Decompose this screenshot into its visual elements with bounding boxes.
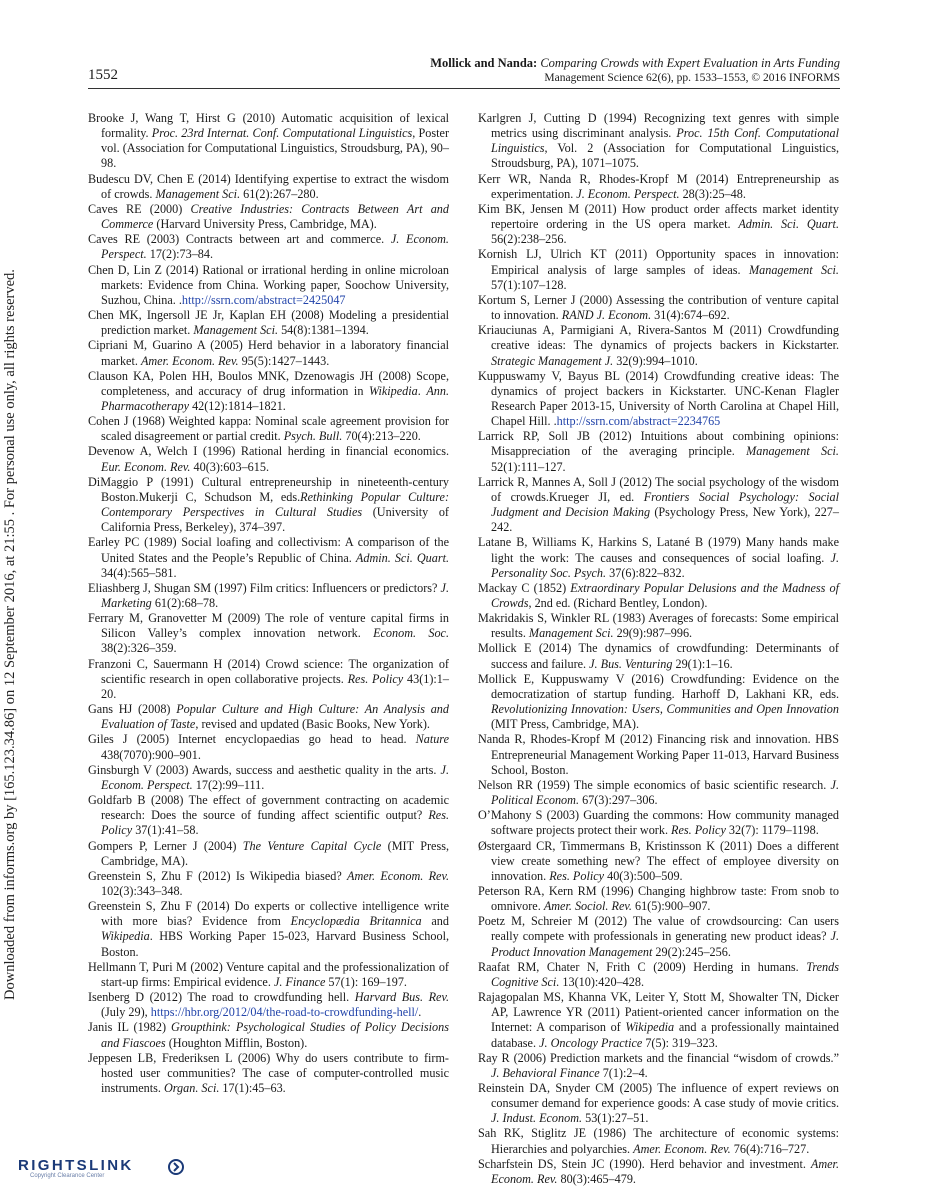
reference-text: 17(2):73–84. (146, 247, 214, 262)
reference-text: Karlgren J, Cutting D (1994) Recognizing text genres with simple metrics using discriminant analysis. (478, 111, 839, 141)
reference-entry (88, 990, 449, 1020)
reference-source: Management Sci. (155, 186, 241, 201)
reference-entry (478, 369, 839, 430)
reference-text: (Harvard University Press, Cambridge, MA). (153, 217, 377, 232)
reference-entry (478, 323, 839, 368)
reference-source: Encyclopædia Britannica (290, 914, 422, 929)
references-right-column (478, 111, 839, 1187)
reference-entry (88, 444, 449, 474)
reference-text: . (417, 383, 427, 398)
reference-text: . HBS Working Paper 15-023, Harvard Business School, Boston. (101, 929, 449, 959)
reference-text: Raafat RM, Chater N, Frith C (2009) Herding in humans. (478, 959, 807, 974)
reference-text: Rajagopalan MS, Khanna VK, Leiter Y, Stott M, Showalter TN, Dicker AP, Lawrence YR (2011) Patient-oriented cancer information on the Internet: A comparison of (478, 990, 839, 1035)
reference-text: 61(5):900–907. (631, 899, 711, 914)
reference-text: O’Mahony S (2003) Guarding the commons: How community managed software projects protect their work. (478, 808, 839, 838)
reference-entry (478, 808, 839, 838)
rightslink-wordmark: RIGHTSLINK (18, 1157, 134, 1174)
reference-source: Amer. Econom. Rev. (633, 1141, 731, 1156)
reference-entry (478, 581, 839, 611)
reference-source: Res. Policy (671, 823, 726, 838)
reference-text: 95(5):1427–1443. (238, 353, 330, 368)
reference-text: Ginsburgh V (2003) Awards, success and aesthetic quality in the arts. (88, 762, 441, 777)
reference-source: Ann. Pharmacotherapy (101, 383, 450, 413)
reference-entry (478, 1126, 839, 1156)
reference-text: Chen D, Lin Z (2014) Rational or irrational herding in online microloan markets: Evidence from China. Working paper, Soochow University, Suzhou, China. (88, 262, 449, 307)
reference-entry (478, 884, 839, 914)
reference-text: , revised and updated (Basic Books, New York). (195, 717, 430, 732)
reference-entry (88, 732, 449, 762)
reference-text: 80(3):465–479. (557, 1171, 636, 1186)
reference-source: Strategic Management J. (491, 353, 614, 368)
reference-text: Mollick E (2014) The dynamics of crowdfunding: Determinants of success and failure. (478, 641, 839, 671)
reference-text: 17(1):45–63. (219, 1081, 286, 1095)
running-head-title: Comparing Crowds with Expert Evaluation in Arts Funding (540, 56, 840, 70)
reference-text: (July 29), (101, 1005, 151, 1020)
reference-text: 56(2):238–256. (491, 232, 567, 247)
reference-text: 53(1):27–51. (582, 1111, 649, 1126)
reference-text: Gompers P, Lerner J (2004) (88, 838, 243, 853)
reference-source: J. Political Econom. (491, 777, 839, 808)
reference-source: J. Behavioral Finance (491, 1065, 600, 1080)
reference-entry (88, 763, 449, 793)
reference-source: Wikipedia (101, 929, 150, 944)
reference-text: and (421, 914, 449, 929)
reference-source: Revolutionizing Innovation: Users, Communities and Open Innovation (491, 702, 839, 717)
reference-source: Amer. Econom. Rev. (491, 1156, 839, 1186)
reference-source: Nature (415, 732, 449, 747)
reference-text: 102(3):343–348. (101, 883, 183, 898)
reference-source: Management Sci. (193, 323, 279, 338)
reference-entry (88, 414, 449, 444)
reference-source: Extraordinary Popular Delusions and the Madness of Crowds (491, 580, 839, 610)
reference-source: Eur. Econom. Rev. (101, 459, 191, 474)
reference-text: 17(2):99–111. (192, 777, 265, 792)
reference-text: DiMaggio P (1991) Cultural entrepreneurship in nineteenth-century Boston.Mukerji C, Schudson M, eds. (88, 474, 449, 504)
reference-text: 57(1):107–128. (491, 277, 567, 292)
reference-text: 38(2):326–359. (101, 641, 177, 656)
reference-text: Nelson RR (1959) The simple economics of basic scientific research. (478, 777, 831, 792)
reference-entry (88, 263, 449, 308)
reference-entry (478, 672, 839, 733)
reference-text: Kuppuswamy V, Bayus BL (2014) Crowdfunding creative ideas: The dynamics of project backers in Kickstarter. UNC-Kenan Flagler Research Paper 2013-15, University of North Carolina at Chapel Hill, Chapel Hill. (478, 368, 839, 429)
reference-text: 67(3):297–306. (579, 793, 658, 808)
reference-source: Trends Cognitive Sci. (491, 959, 839, 989)
reference-text: (University of California Press, Berkeley), 374–397. (101, 505, 449, 535)
reference-entry (88, 960, 449, 990)
reference-source: Admin. Sci. Quart. (355, 550, 450, 565)
rightslink-tagline: Copyright Clearance Center (30, 1173, 105, 1179)
reference-text: Larrick RP, Soll JB (2012) Intuitions about combining opinions: Misappreciation of the averaging principle. (478, 429, 839, 459)
reference-text: Poetz M, Schreier M (2012) The value of crowdsourcing: Can users really compete with professionals in generating new product ideas? (478, 914, 839, 944)
reference-entry (88, 657, 449, 702)
reference-source: J. Personality Soc. Psych. (491, 550, 839, 580)
reference-text: Earley PC (1989) Social loafing and collectivism: A comparison of the United States and the People’s Republic of China. (88, 535, 449, 565)
reference-entry (88, 369, 449, 414)
reference-text: 32(9):994–1010. (613, 353, 698, 368)
reference-text: Kortum S, Lerner J (2000) Assessing the contribution of venture capital to innovation. (478, 292, 839, 323)
reference-source: J. Indust. Econom. (491, 1111, 583, 1126)
reference-text: Jeppesen LB, Frederiksen L (2006) Why do users contribute to firm-hosted user communities? The case of computer-controlled music instruments. (88, 1050, 449, 1095)
reference-text: , 2nd ed. (Richard Bentley, London). (528, 596, 708, 610)
reference-entry (88, 172, 449, 202)
reference-text: Caves RE (2000) (88, 201, 191, 216)
reference-text: Greenstein S, Zhu F (2012) Is Wikipedia biased? (88, 868, 347, 883)
reference-text: and a professionally maintained database. (491, 1020, 839, 1050)
reference-text: Kerr WR, Nanda R, Rhodes-Kropf M (2014) Entrepreneurship as experimentation. (478, 171, 839, 201)
reference-text: Janis IL (1982) (88, 1020, 172, 1035)
reference-entry (478, 990, 839, 1051)
reference-text: Franzoni C, Sauermann H (2014) Crowd science: The organization of scientific research in open collaborative projects. (88, 656, 449, 686)
reference-entry (88, 611, 449, 656)
reference-entry (88, 475, 449, 536)
reference-text: 28(3):25–48. (679, 186, 746, 201)
reference-link[interactable]: http://ssrn.com/abstract=2234765 (556, 414, 721, 429)
reference-entry (478, 1081, 839, 1126)
running-head-journal: Management Science 62(6), pp. 1533–1553, © 2016 INFORMS (544, 72, 840, 84)
reference-text: (Houghton Mifflin, Boston). (165, 1035, 308, 1050)
reference-text: Mollick E, Kuppuswamy V (2016) Crowdfunding: Evidence on the democratization of startup funding. Harhoff D, Lakhani KR, eds. (478, 671, 839, 701)
reference-text: Mackay C (1852) (478, 580, 571, 595)
reference-source: Frontiers Social Psychology: Social Judgment and Decision Making (491, 489, 839, 520)
reference-source: Amer. Econom. Rev. (140, 353, 239, 368)
reference-entry (88, 338, 449, 368)
reference-text: 52(1):111–127. (491, 459, 566, 474)
reference-source: Creative Industries: Contracts Between Art and Commerce (101, 201, 449, 232)
reference-text: Kim BK, Jensen M (2011) How product order affects market identity repertoire ordering in the US opera market. (478, 201, 839, 232)
reference-text: 37(1):41–58. (132, 823, 199, 838)
reference-text: Giles J (2005) Internet encyclopaedias go head to head. (88, 732, 416, 747)
reference-source: J. Finance (273, 974, 326, 989)
reference-source: Res. Policy (101, 808, 449, 838)
reference-text: 32(7): 1179–1198. (725, 823, 819, 838)
reference-source: RAND J. Econom. (561, 308, 652, 323)
reference-text: Clauson KA, Polen HH, Boulos MNK, Dzenowagis JH (2008) Scope, completeness, and accuracy of drug information in (88, 368, 449, 398)
reference-text: 7(5): 319–323. (642, 1035, 718, 1050)
reference-text: Ray R (2006) Prediction markets and the financial “wisdom of crowds.” (478, 1050, 839, 1065)
reference-text: Devenow A, Welch I (1996) Rational herding in financial economics. (88, 444, 449, 459)
reference-text: 40(3):500–509. (604, 868, 683, 883)
reference-source: J. Econom. Perspect. (101, 762, 449, 792)
reference-entry (478, 202, 839, 247)
reference-source: J. Econom. Perspect. (101, 232, 449, 262)
reference-entry (478, 429, 839, 474)
reference-text: Eliashberg J, Shugan SM (1997) Film critics: Influencers or predictors? (88, 580, 441, 595)
reference-text: 43(1):1–20. (101, 671, 449, 701)
reference-entry (88, 793, 449, 838)
running-head-line-1 (430, 56, 840, 71)
reference-text: Hellmann T, Puri M (2002) Venture capital and the professionalization of start-up firms: Empirical evidence. (88, 959, 449, 989)
reference-text: Caves RE (2003) Contracts between art and commerce. (88, 232, 391, 247)
reference-source: Popular Culture and High Culture: An Analysis and Evaluation of Taste (101, 702, 449, 732)
reference-source: J. Econom. Perspect. (576, 186, 680, 201)
reference-text: Scharfstein DS, Stein JC (1990). Herd behavior and investment. (478, 1156, 811, 1171)
reference-text: Latane B, Williams K, Harkins S, Latané B (1979) Many hands make light the work: The causes and consequences of social loafing. (478, 535, 839, 565)
reference-source: The Venture Capital Cycle (242, 838, 382, 853)
reference-text: 42(12):1814–1821. (189, 398, 286, 413)
reference-text: Peterson RA, Kern RM (1996) Changing highbrow taste: From snob to omnivore. (478, 883, 839, 914)
reference-text: Budescu DV, Chen E (2014) Identifying expertise to extract the wisdom of crowds. (88, 171, 449, 201)
reference-text: 29(2):245–256. (652, 944, 731, 959)
reference-text: (MIT Press, Cambridge, MA). (491, 717, 640, 732)
reference-source: Harvard Bus. Rev. (354, 990, 449, 1005)
reference-source: Psych. Bull. (283, 429, 343, 444)
reference-text: Ferrary M, Granovetter M (2009) The role of venture capital firms in Silicon Valley’s complex innovation network. (88, 611, 449, 641)
reference-source: Groupthink: Psychological Studies of Policy Decisions and Fiascoes (101, 1020, 449, 1050)
reference-text: 29(9):987–996. (613, 626, 693, 641)
header-rule (88, 88, 840, 89)
reference-source: Admin. Sci. Quart. (738, 217, 839, 232)
reference-source: Res. Policy (347, 671, 404, 686)
reference-source: J. Bus. Venturing (589, 656, 673, 671)
running-head (430, 56, 840, 86)
reference-text: Larrick R, Mannes A, Soll J (2012) The social psychology of the wisdom of crowds.Krueger JI, ed. (478, 474, 839, 504)
reference-text: Reinstein DA, Snyder CM (2005) The influence of expert reviews on consumer demand for experience goods: A case study of movie critics. (478, 1081, 839, 1111)
reference-link[interactable]: http://ssrn.com/abstract=2425047 (181, 292, 346, 307)
reference-text: Nanda R, Rhodes-Kropf M (2012) Financing risk and innovation. HBS Entrepreneurial Management Working Paper 11-013, Harvard Business School, Boston. (478, 732, 839, 777)
reference-source: Proc. 23rd Internat. Conf. Computational Linguistics (151, 126, 413, 141)
reference-entry (478, 475, 839, 536)
reference-entry (478, 1051, 839, 1081)
reference-entry (478, 778, 839, 808)
reference-text: Cipriani M, Guarino A (2005) Herd behavior in a laboratory financial market. (88, 338, 449, 368)
reference-source: Proc. 15th Conf. Computational Linguistics (491, 126, 839, 156)
reference-entry (478, 535, 839, 580)
reference-text: . (553, 414, 557, 429)
reference-text: Sah RK, Stiglitz JE (1986) The architecture of economic systems: Hierarchies and polyarchies. (478, 1126, 839, 1156)
reference-entry (88, 111, 449, 172)
reference-source: Management Sci. (749, 262, 839, 277)
reference-entry (478, 1157, 839, 1187)
reference-source: Amer. Econom. Rev. (347, 868, 450, 883)
download-side-note: Downloaded from informs.org by [165.123.34.86] on 12 September 2016, at 21:55 . For personal use only, all rights reserved. (2, 269, 18, 1000)
reference-entry (88, 232, 449, 262)
reference-text: . (418, 1005, 422, 1020)
reference-entry (478, 960, 839, 990)
reference-source: Rethinking Popular Culture: Contemporary Perspectives in Cultural Studies (101, 489, 449, 520)
reference-text: Isenberg D (2012) The road to crowdfunding hell. (88, 990, 355, 1005)
reference-entry (88, 308, 449, 338)
reference-text: 57(1): 169–197. (325, 974, 407, 989)
reference-text: 54(8):1381–1394. (278, 323, 369, 338)
reference-text: Makridakis S, Winkler RL (1983) Averages of forecasts: Some empirical results. (478, 611, 839, 641)
reference-source: J. Product Innovation Management (491, 929, 839, 959)
reference-entry (478, 839, 839, 884)
reference-entry (478, 172, 839, 202)
reference-text: 13(10):420–428. (559, 974, 645, 989)
references-left-column (88, 111, 449, 1096)
reference-text: 7(1):2–4. (599, 1065, 648, 1080)
reference-source: Organ. Sci. (163, 1081, 220, 1095)
running-head-authors: Mollick and Nanda: (430, 56, 538, 70)
reference-entry (88, 899, 449, 960)
reference-text: Chen MK, Ingersoll JE Jr, Kaplan EH (2008) Modeling a presidential prediction market. (88, 308, 449, 338)
rightslink-logo (18, 1157, 188, 1187)
reference-text: 438(7070):900–901. (101, 747, 201, 762)
reference-entry (478, 247, 839, 292)
reference-text: 61(2):68–78. (151, 596, 219, 610)
reference-text: 61(2):267–280. (240, 186, 319, 201)
reference-entry (478, 641, 839, 671)
reference-source: Amer. Sociol. Rev. (543, 899, 632, 914)
reference-text: (Psychology Press, New York), 227–242. (491, 505, 839, 535)
reference-entry (88, 1051, 449, 1096)
reference-source: Econom. Soc. (373, 626, 449, 641)
reference-link[interactable]: https://hbr.org/2012/04/the-road-to-crowdfunding-hell/ (150, 1005, 419, 1020)
reference-entry (88, 702, 449, 732)
reference-source: J. Oncology Practice (539, 1035, 643, 1050)
reference-text: . (178, 292, 182, 307)
reference-entry (478, 111, 839, 172)
reference-source: Management Sci. (528, 626, 614, 641)
reference-entry (478, 611, 839, 641)
reference-text: Kriauciunas A, Parmigiani A, Rivera-Santos M (2011) Crowdfunding creative ideas: The dynamics of projects backers in Kickstarter. (478, 323, 839, 353)
reference-entry (88, 1020, 449, 1050)
reference-entry (478, 914, 839, 959)
reference-entry (88, 839, 449, 869)
page-number: 1552 (88, 67, 118, 83)
reference-text: (MIT Press, Cambridge, MA). (101, 838, 449, 868)
reference-text: 40(3):603–615. (190, 459, 270, 474)
reference-source: J. Marketing (101, 580, 449, 610)
reference-entry (88, 202, 449, 232)
reference-entry (88, 869, 449, 899)
reference-text: Cohen J (1968) Weighted kappa: Nominal scale agreement provision for scaled disagreement or partial credit. (88, 414, 449, 444)
reference-entry (88, 581, 449, 611)
reference-text: Gans HJ (2008) (88, 702, 177, 717)
reference-text: Østergaard CR, Timmermans B, Kristinsson K (2011) Does a different view create something new? The effect of employee diversity on innovation. (478, 838, 839, 883)
reference-text: 76(4):716–727. (730, 1141, 810, 1156)
reference-text: Goldfarb B (2008) The effect of government contracting on academic research: Does the source of funding affect scientific output? (88, 793, 449, 823)
rightslink-chevron-icon (168, 1158, 184, 1176)
reference-text: Kornish LJ, Ulrich KT (2011) Opportunity spaces in innovation: Empirical analysis of large samples of ideas. (478, 247, 839, 277)
reference-text: Brooke J, Wang T, Hirst G (2010) Automatic acquisition of lexical formality. (88, 111, 449, 141)
reference-entry (478, 732, 839, 777)
reference-source: Management Sci. (746, 444, 839, 459)
reference-source: Wikipedia (368, 383, 418, 398)
reference-entry (478, 293, 839, 323)
reference-entry (88, 535, 449, 580)
reference-text: 37(6):822–832. (606, 565, 685, 580)
reference-text: 29(1):1–16. (672, 656, 733, 671)
reference-text: 70(4):213–220. (342, 429, 421, 444)
reference-source: Wikipedia (625, 1020, 675, 1035)
reference-text: , Vol. 2 (Association for Computational Linguistics, Stroudsburg, PA), 1071–1075. (491, 141, 839, 171)
reference-text: 31(4):674–692. (651, 308, 730, 323)
reference-source: Res. Policy (549, 868, 605, 883)
reference-text: Greenstein S, Zhu F (2014) Do experts or collective intelligence write with more bias? Evidence from (88, 899, 449, 929)
reference-text: , Poster vol. (Association for Computational Linguistics, Stroudsburg, PA), 90–98. (101, 126, 450, 171)
reference-text: 34(4):565–581. (101, 565, 177, 580)
